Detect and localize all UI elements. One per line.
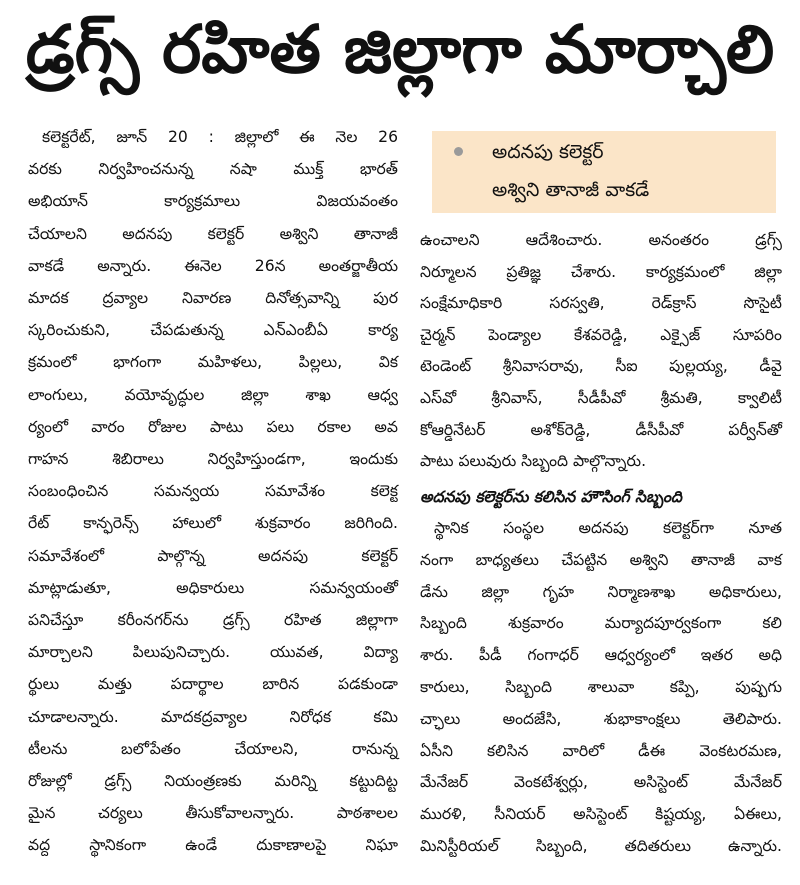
text-line: ఎస్‌వో శ్రీనివాస్, సీడీపీవో శ్రీమతి, క్వాలిటీ <box>420 389 782 407</box>
text-line: అభియాన్ కార్యక్రమాలు విజయవంతం <box>28 192 398 211</box>
text-line: క్రమంలో భాగంగా మహిళలు, పిల్లలు, విక <box>28 353 398 372</box>
text-line: వాకడే అన్నారు. ఈనెల 26న అంతర్జాతీయ <box>28 256 398 275</box>
text-line: కారులు, సిబ్బంది శాలువా కప్పి, పుష్పగు <box>420 678 782 696</box>
text-line: పాటు పలువురు సిబ్బంది పాల్గొన్నారు. <box>420 452 647 471</box>
text-line: ర్థులు మత్తు పదార్థాల బారిన పడకుండా <box>28 675 398 694</box>
text-line: సంబంధించిన సమన్వయ సమావేశం కలెక్ట <box>28 482 398 501</box>
subheading: అదనపు కలెక్టర్‌ను కలిసిన హౌసింగ్ సిబ్బంది <box>420 488 682 506</box>
text-line: నంగా బాధ్యతలు చేపట్టిన అశ్విని తానాజీ వాక <box>420 550 782 569</box>
text-line: సంక్షేమాధికారి సరస్వతి, రెడ్‌క్రాస్ సొసైటీ <box>420 294 782 313</box>
text-line: మురళి, సీనియర్ అసిస్టెంట్ కిష్టయ్య, ఏఈలు, <box>420 805 782 824</box>
text-line: నిర్మూలన ప్రతిజ్ఞ చేశారు. కార్యక్రమంలో జిల్లా <box>420 262 782 281</box>
text-line: చూడాలన్నారు. మాదకద్రవ్యాల నిరోధక కమి <box>28 707 398 726</box>
text-line: చేయాలని అదనపు కలెక్టర్ అశ్విని తానాజీ <box>28 224 398 243</box>
text-line: సిబ్బంది శుక్రవారం మర్యాదపూర్వకంగా కలి <box>420 614 782 633</box>
text-line: శారు. పీడీ గంగాధర్ ఆధ్వర్యంలో ఇతర అధి <box>420 646 782 665</box>
text-line: లాంగులు, వయోవృద్ధుల జిల్లా శాఖ ఆధ్వ <box>28 385 398 404</box>
text-line: మేనేజర్ వెంకటేశ్వర్లు, అసిస్టెంట్ మేనేజర్ <box>420 773 782 792</box>
text-line: మాట్లాడుతూ, అధికారులు సమన్వయంతో <box>28 578 398 597</box>
text-line: చ్ఛాలు అందజేసి, శుభాకాంక్షలు తెలిపారు. <box>420 709 782 728</box>
text-line: స్కరించుకుని, చేపడుతున్న ఎన్ఎంబీఏ కార్య <box>28 321 398 340</box>
text-line: డేను జిల్లా గృహ నిర్మాణశాఖ అధికారులు, <box>420 582 782 601</box>
text-line: వద్ద స్థానికంగా ఉండే దుకాణాలపై నిఘా <box>28 836 398 855</box>
text-line: ర్యంలో వారం రోజుల పాటు పలు రకాల అవ <box>28 417 398 436</box>
text-line: టెండెంట్ శ్రీనివాసరావు, సీఐ పుల్లయ్య, డీవై <box>420 357 782 376</box>
text-line: రోజుల్లో డ్రగ్స్ నియంత్రణకు మరిన్ని కట్టుదిట్ట <box>28 772 398 790</box>
text-line: పనిచేస్తూ కరీంనగర్‌ను డ్రగ్స్ రహిత జిల్లాగా <box>28 611 398 629</box>
text-line: మాదక ద్రవ్యాల నివారణ దినోత్సవాన్ని పుర <box>28 289 398 307</box>
text-line: వరకు నిర్వహించనున్న నషా ముక్త్ భారత్ <box>28 160 398 179</box>
text-line: స్థానిక సంస్థల అదనపు కలెక్టర్‌గా నూత <box>434 519 782 537</box>
text-line: మైన చర్యలు తీసుకోవాలన్నారు. పాఠశాలల <box>28 804 398 823</box>
text-line: చైర్మన్ పెండ్యాల కేశవరెడ్డి, ఎక్సైజ్ సూపరిం <box>420 325 782 344</box>
text-line: సమావేశంలో పాల్గొన్న అదనపు కలెక్టర్ <box>28 546 398 565</box>
highlight-name: అశ్విని తానాజీ వాకడే <box>492 179 650 201</box>
text-line: టీలను బలోపేతం చేయాలని, రానున్న <box>28 739 398 758</box>
highlight-title: అదనపు కలెక్టర్ <box>492 141 604 163</box>
bullet-icon <box>454 147 463 156</box>
text-line: ఏసీని కలిసిన వారిలో డీఈ వెంకటరమణ, <box>420 741 782 760</box>
text-line: మార్చాలని పిలుపునిచ్చారు. యువత, విద్యా <box>28 643 398 662</box>
text-line: ఉంచాలని ఆదేశించారు. అనంతరం డ్రగ్స్ <box>420 231 782 249</box>
text-line: మినిస్టీరియల్ సిబ్బంది, తదితరులు ఉన్నారు. <box>420 837 782 855</box>
text-line: రేట్ కాన్ఫరెన్స్ హాలులో శుక్రవారం జరిగింది. <box>28 514 398 533</box>
text-line: గాహన శిబిరాలు నిర్వహిస్తుండగా, ఇందుకు <box>28 450 398 468</box>
headline: డ్రగ్స్ రహిత జిల్లాగా మార్చాలి <box>25 11 775 88</box>
text-line: కోఆర్డినేటర్ అశోక్‌రెడ్డి, డీసీపీవో పర్వీన్‌తో <box>420 420 782 439</box>
text-line: కలెక్టరేట్, జూన్ 20 : జిల్లాలో ఈ నెల 26 <box>42 128 398 146</box>
